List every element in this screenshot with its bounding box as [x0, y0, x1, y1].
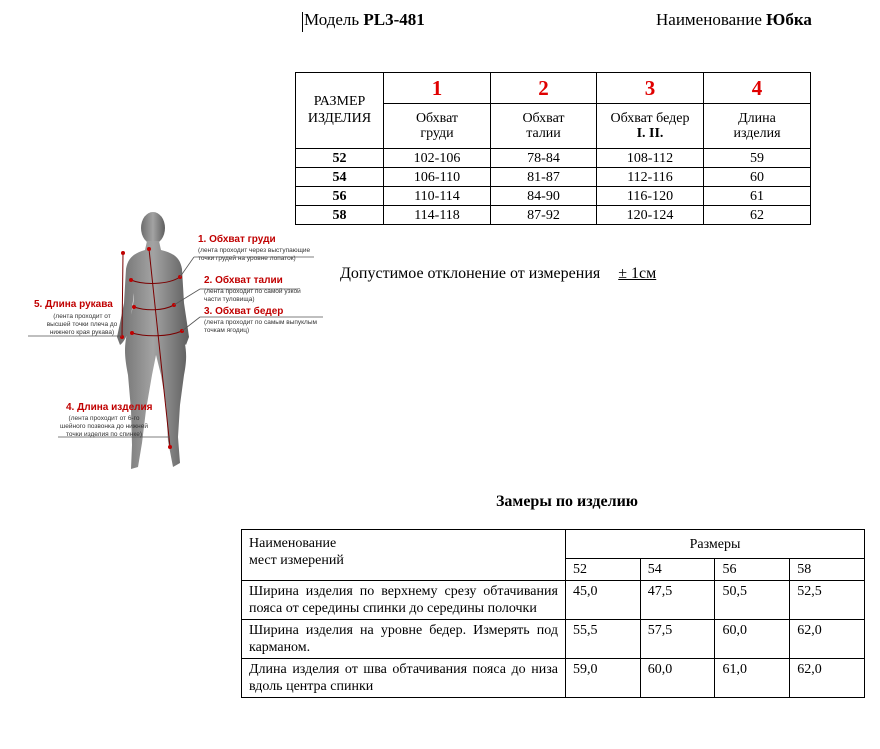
measure-note-hips	[204, 319, 317, 335]
product-name-label: Наименование	[656, 10, 762, 29]
label-line: Длина	[738, 111, 776, 126]
cell: 62	[704, 206, 811, 225]
header-line: Наименование	[249, 536, 337, 551]
measure-label-waist: 2. Обхват талии	[204, 275, 283, 286]
cell: 60	[704, 168, 811, 187]
cell: 84-90	[491, 187, 597, 206]
column-label-length	[704, 104, 811, 149]
note-line: (лента проходит от 6-го	[68, 415, 140, 422]
cell: 59	[704, 149, 811, 168]
cell: 55,5	[565, 620, 640, 659]
note-line: нижнего края рукава)	[49, 329, 115, 336]
cell: 60,0	[640, 659, 715, 698]
text-cursor	[302, 12, 303, 32]
label-line: Обхват	[415, 111, 459, 126]
cell: 114-118	[384, 206, 491, 225]
measure-label-sleeve: 5. Длина рукава	[34, 299, 113, 310]
cell: 112-116	[597, 168, 704, 187]
table-row	[242, 581, 865, 620]
note-line: высшей точки плеча до	[46, 321, 118, 328]
cell: 62,0	[790, 620, 865, 659]
measure-label-chest: 1. Обхват груди	[198, 234, 276, 245]
model-header	[304, 10, 425, 30]
note-line: части туловища)	[204, 296, 255, 303]
measure-place-header	[242, 530, 566, 581]
table-row	[296, 206, 811, 225]
note-line: точкам ягодиц)	[204, 327, 250, 334]
note-line: (лента проходит по самой узкой	[204, 288, 301, 295]
cell: 87-92	[491, 206, 597, 225]
cell: 106-110	[384, 168, 491, 187]
measure-label-length: 4. Длина изделия	[66, 402, 153, 413]
size-header-cell: 52	[565, 559, 640, 581]
cell: 120-124	[597, 206, 704, 225]
label-line: Обхват бедер	[610, 111, 690, 126]
cell: 50,5	[715, 581, 790, 620]
model-label: Модель	[304, 10, 360, 29]
note-line: точки грудей на уровне лопаток)	[198, 255, 296, 262]
label-line: талии	[526, 126, 561, 141]
cell: 62,0	[790, 659, 865, 698]
cell: 59,0	[565, 659, 640, 698]
row-size: 56	[296, 187, 384, 206]
size-corner-header	[296, 73, 384, 149]
note-line: точки изделия по спинке)	[65, 431, 143, 438]
size-header-cell: 58	[790, 559, 865, 581]
cell: 102-106	[384, 149, 491, 168]
cell: 57,5	[640, 620, 715, 659]
row-size: 58	[296, 206, 384, 225]
cell: 108-112	[597, 149, 704, 168]
size-chart-table	[295, 72, 811, 225]
label-line: Обхват	[522, 111, 565, 126]
cell: 61,0	[715, 659, 790, 698]
header-line: мест измерений	[249, 553, 344, 568]
table-row	[296, 168, 811, 187]
cell: 81-87	[491, 168, 597, 187]
column-label-hips	[597, 104, 704, 149]
row-size: 54	[296, 168, 384, 187]
table-row	[296, 187, 811, 206]
cell: 110-114	[384, 187, 491, 206]
cell: 116-120	[597, 187, 704, 206]
tolerance-note	[340, 265, 656, 283]
measure-name: Длина изделия от шва обтачивания пояса до низа вдоль центра спинки	[242, 659, 566, 698]
measure-note-waist	[204, 288, 301, 304]
cell: 45,0	[565, 581, 640, 620]
sizes-header: Размеры	[565, 530, 864, 559]
note-line: (лента проходит от	[53, 313, 111, 320]
measure-label-hips: 3. Обхват бедер	[204, 306, 284, 317]
tolerance-value: ± 1см	[618, 265, 657, 282]
column-number-1: 1	[384, 73, 491, 104]
column-number-2: 2	[491, 73, 597, 104]
cell: 61	[704, 187, 811, 206]
table-row	[242, 620, 865, 659]
label-line: изделия	[733, 126, 781, 141]
column-number-4: 4	[704, 73, 811, 104]
table-row	[296, 149, 811, 168]
measure-note-sleeve	[36, 313, 128, 337]
measure-note-length	[42, 415, 166, 439]
cell: 47,5	[640, 581, 715, 620]
column-label-chest	[384, 104, 491, 149]
note-line: шейного позвонка до нижней	[60, 423, 148, 430]
size-header-cell: 54	[640, 559, 715, 581]
measurements-table	[241, 529, 865, 698]
measure-note-chest	[198, 247, 310, 263]
size-corner-line-2: ИЗДЕЛИЯ	[307, 111, 372, 126]
product-name-header	[656, 10, 812, 30]
note-line: (лента проходит по самым выпуклым	[204, 319, 317, 326]
measure-name: Ширина изделия на уровне бедер. Измерять под карманом.	[242, 620, 566, 659]
label-line: груди	[420, 126, 454, 141]
row-size: 52	[296, 149, 384, 168]
cell: 60,0	[715, 620, 790, 659]
table-row	[242, 659, 865, 698]
cell: 78-84	[491, 149, 597, 168]
column-label-waist	[491, 104, 597, 149]
size-corner-line-1: РАЗМЕР	[313, 94, 366, 109]
column-number-3: 3	[597, 73, 704, 104]
note-line: (лента проходит через выступающие	[198, 247, 311, 254]
product-name-value: Юбка	[766, 10, 812, 29]
tolerance-text: Допустимое отклонение от измерения	[340, 265, 601, 282]
size-header-cell: 56	[715, 559, 790, 581]
measurements-title: Замеры по изделию	[495, 493, 639, 510]
label-line: I. II.	[636, 126, 664, 141]
cell: 52,5	[790, 581, 865, 620]
measure-name: Ширина изделия по верхнему срезу обтачивания пояса от середины спинки до середины полочки	[242, 581, 566, 620]
model-value: PL3-481	[363, 10, 425, 29]
